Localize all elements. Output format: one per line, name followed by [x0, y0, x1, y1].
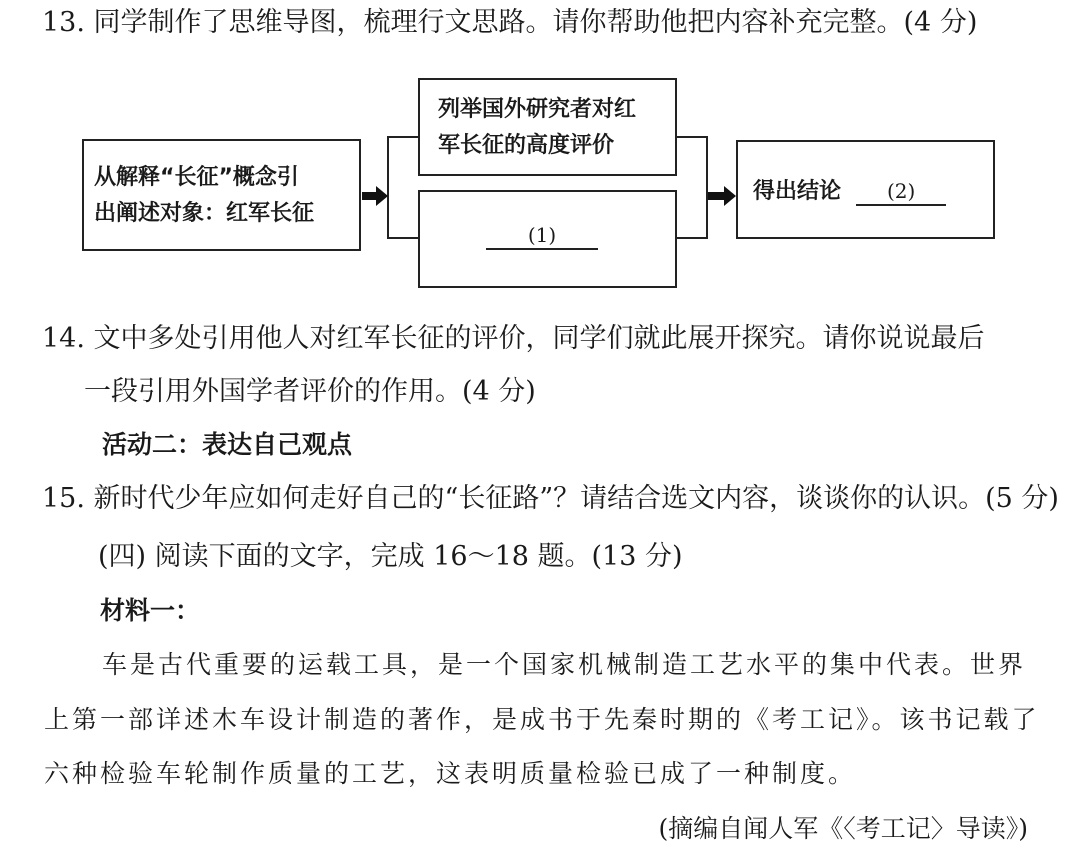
material-1-line1: 车是古代重要的运载工具，是一个国家机械制造工艺水平的集中代表。世界 — [102, 650, 1027, 679]
blank-2: (2) — [856, 178, 946, 206]
question-14-line2: 一段引用外国学者评价的作用。(4 分) — [84, 376, 536, 407]
arrow-1-head — [376, 186, 388, 206]
arrow-2-shaft — [708, 192, 724, 200]
blank-1: (1) — [486, 222, 598, 250]
top-box-line2: 军长征的高度评价 — [438, 133, 615, 158]
material-1-title: 材料一： — [100, 596, 201, 625]
question-13: 13. 同学制作了思维导图，梳理行文思路。请你帮助他把内容补充完整。(4 分) — [42, 7, 978, 38]
material-1-line3: 六种检验车轮制作质量的工艺，这表明质量检验已成了一种制度。 — [44, 759, 857, 788]
left-box-line1: 从解释“长征”概念引 — [94, 165, 299, 190]
mindmap-bottom-box — [418, 190, 677, 288]
mindmap-top-box — [418, 78, 677, 176]
arrow-1-shaft — [362, 192, 376, 200]
right-box-label: 得出结论 — [753, 179, 842, 204]
question-14-line1: 14. 文中多处引用他人对红军长征的评价，同学们就此展开探究。请你说说最后 — [42, 323, 985, 354]
material-1-line2: 上第一部详述木车设计制造的著作，是成书于先秦时期的《考工记》。该书记载了 — [44, 705, 1040, 734]
mindmap-right-box — [736, 140, 995, 239]
left-box-line2: 出阐述对象：红军长征 — [94, 201, 315, 226]
top-box-line1: 列举国外研究者对红 — [438, 97, 637, 122]
arrow-2-head — [724, 186, 736, 206]
material-1-source: (摘编自闻人军《〈考工记〉导读》) — [658, 814, 1028, 843]
question-15: 15. 新时代少年应如何走好自己的“长征路”？请结合选文内容，谈谈你的认识。(5 分) — [42, 483, 1059, 514]
section-4-heading: (四) 阅读下面的文字，完成 16～18 题。(13 分) — [98, 541, 683, 572]
left-bracket — [388, 137, 418, 238]
mindmap-left-box — [82, 139, 361, 251]
right-bracket — [677, 137, 707, 238]
activity-2-title: 活动二：表达自己观点 — [102, 430, 353, 459]
